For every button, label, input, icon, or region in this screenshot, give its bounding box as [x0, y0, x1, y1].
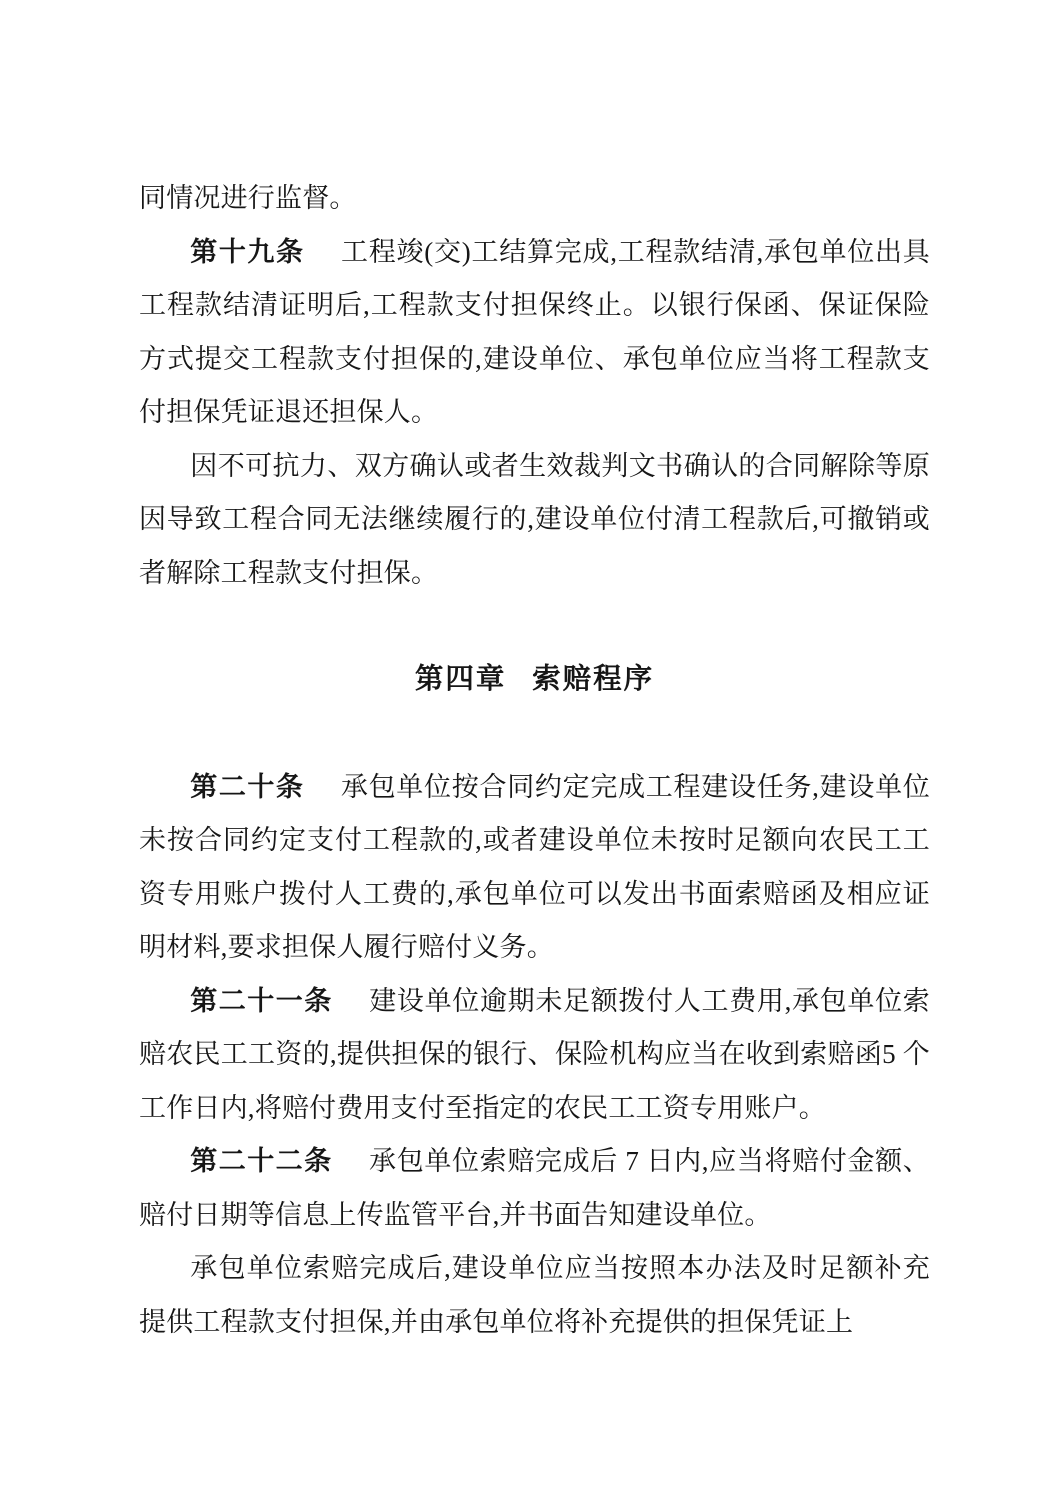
paragraph-text: 同情况进行监督。 — [139, 183, 357, 213]
paragraph-text: 承包单位索赔完成后,建设单位应当按照本办法及时足额补充提供工程款支付担保,并由承包单位将补充提供的担保凭证上 — [139, 1253, 930, 1337]
paragraph-supplement — [139, 1242, 930, 1349]
paragraph-force-majeure — [139, 440, 930, 601]
paragraph-article-20 — [139, 761, 930, 975]
article-21-text: 建设单位逾期未足额拨付人工费用,承包单位索赔农民工工资的,提供担保的银行、保险机构应当在收到索赔函5 个工作日内,将赔付费用支付至指定的农民工工资专用账户。 — [139, 985, 931, 1123]
paragraph-article-22 — [139, 1135, 930, 1242]
paragraph-text: 因不可抗力、双方确认或者生效裁判文书确认的合同解除等原因导致工程合同无法继续履行的,建设单位付清工程款后,可撤销或者解除工程款支付担保。 — [139, 450, 930, 588]
article-22-label: 第二十二条 — [190, 1146, 333, 1176]
page-content — [139, 172, 930, 1349]
paragraph-article-21 — [139, 975, 930, 1136]
chapter-number: 第四章 — [414, 664, 507, 695]
chapter-heading — [139, 653, 930, 707]
article-19-label: 第十九条 — [190, 236, 305, 267]
article-19-text: 工程竣(交)工结算完成,工程款结清,承包单位出具工程款结清证明后,工程款支付担保终止。以银行保函、保证保险方式提交工程款支付担保的,建设单位、承包单位应当将工程款支付担保凭证退还担保人。 — [139, 236, 930, 427]
paragraph-article-19 — [139, 226, 930, 440]
chapter-title: 索赔程序 — [532, 664, 655, 695]
paragraph-continuation — [139, 172, 930, 226]
article-20-label: 第二十条 — [190, 771, 305, 802]
article-20-text: 承包单位按合同约定完成工程建设任务,建设单位未按合同约定支付工程款的,或者建设单位未按时足额向农民工工资专用账户拨付人工费的,承包单位可以发出书面索赔函及相应证明材料,要求担保人履行赔付义务。 — [139, 771, 931, 962]
article-21-label: 第二十一条 — [190, 985, 333, 1016]
article-22-text: 承包单位索赔完成后 7 日内,应当将赔付金额、赔付日期等信息上传监管平台,并书面告知建设单位。 — [139, 1146, 930, 1230]
